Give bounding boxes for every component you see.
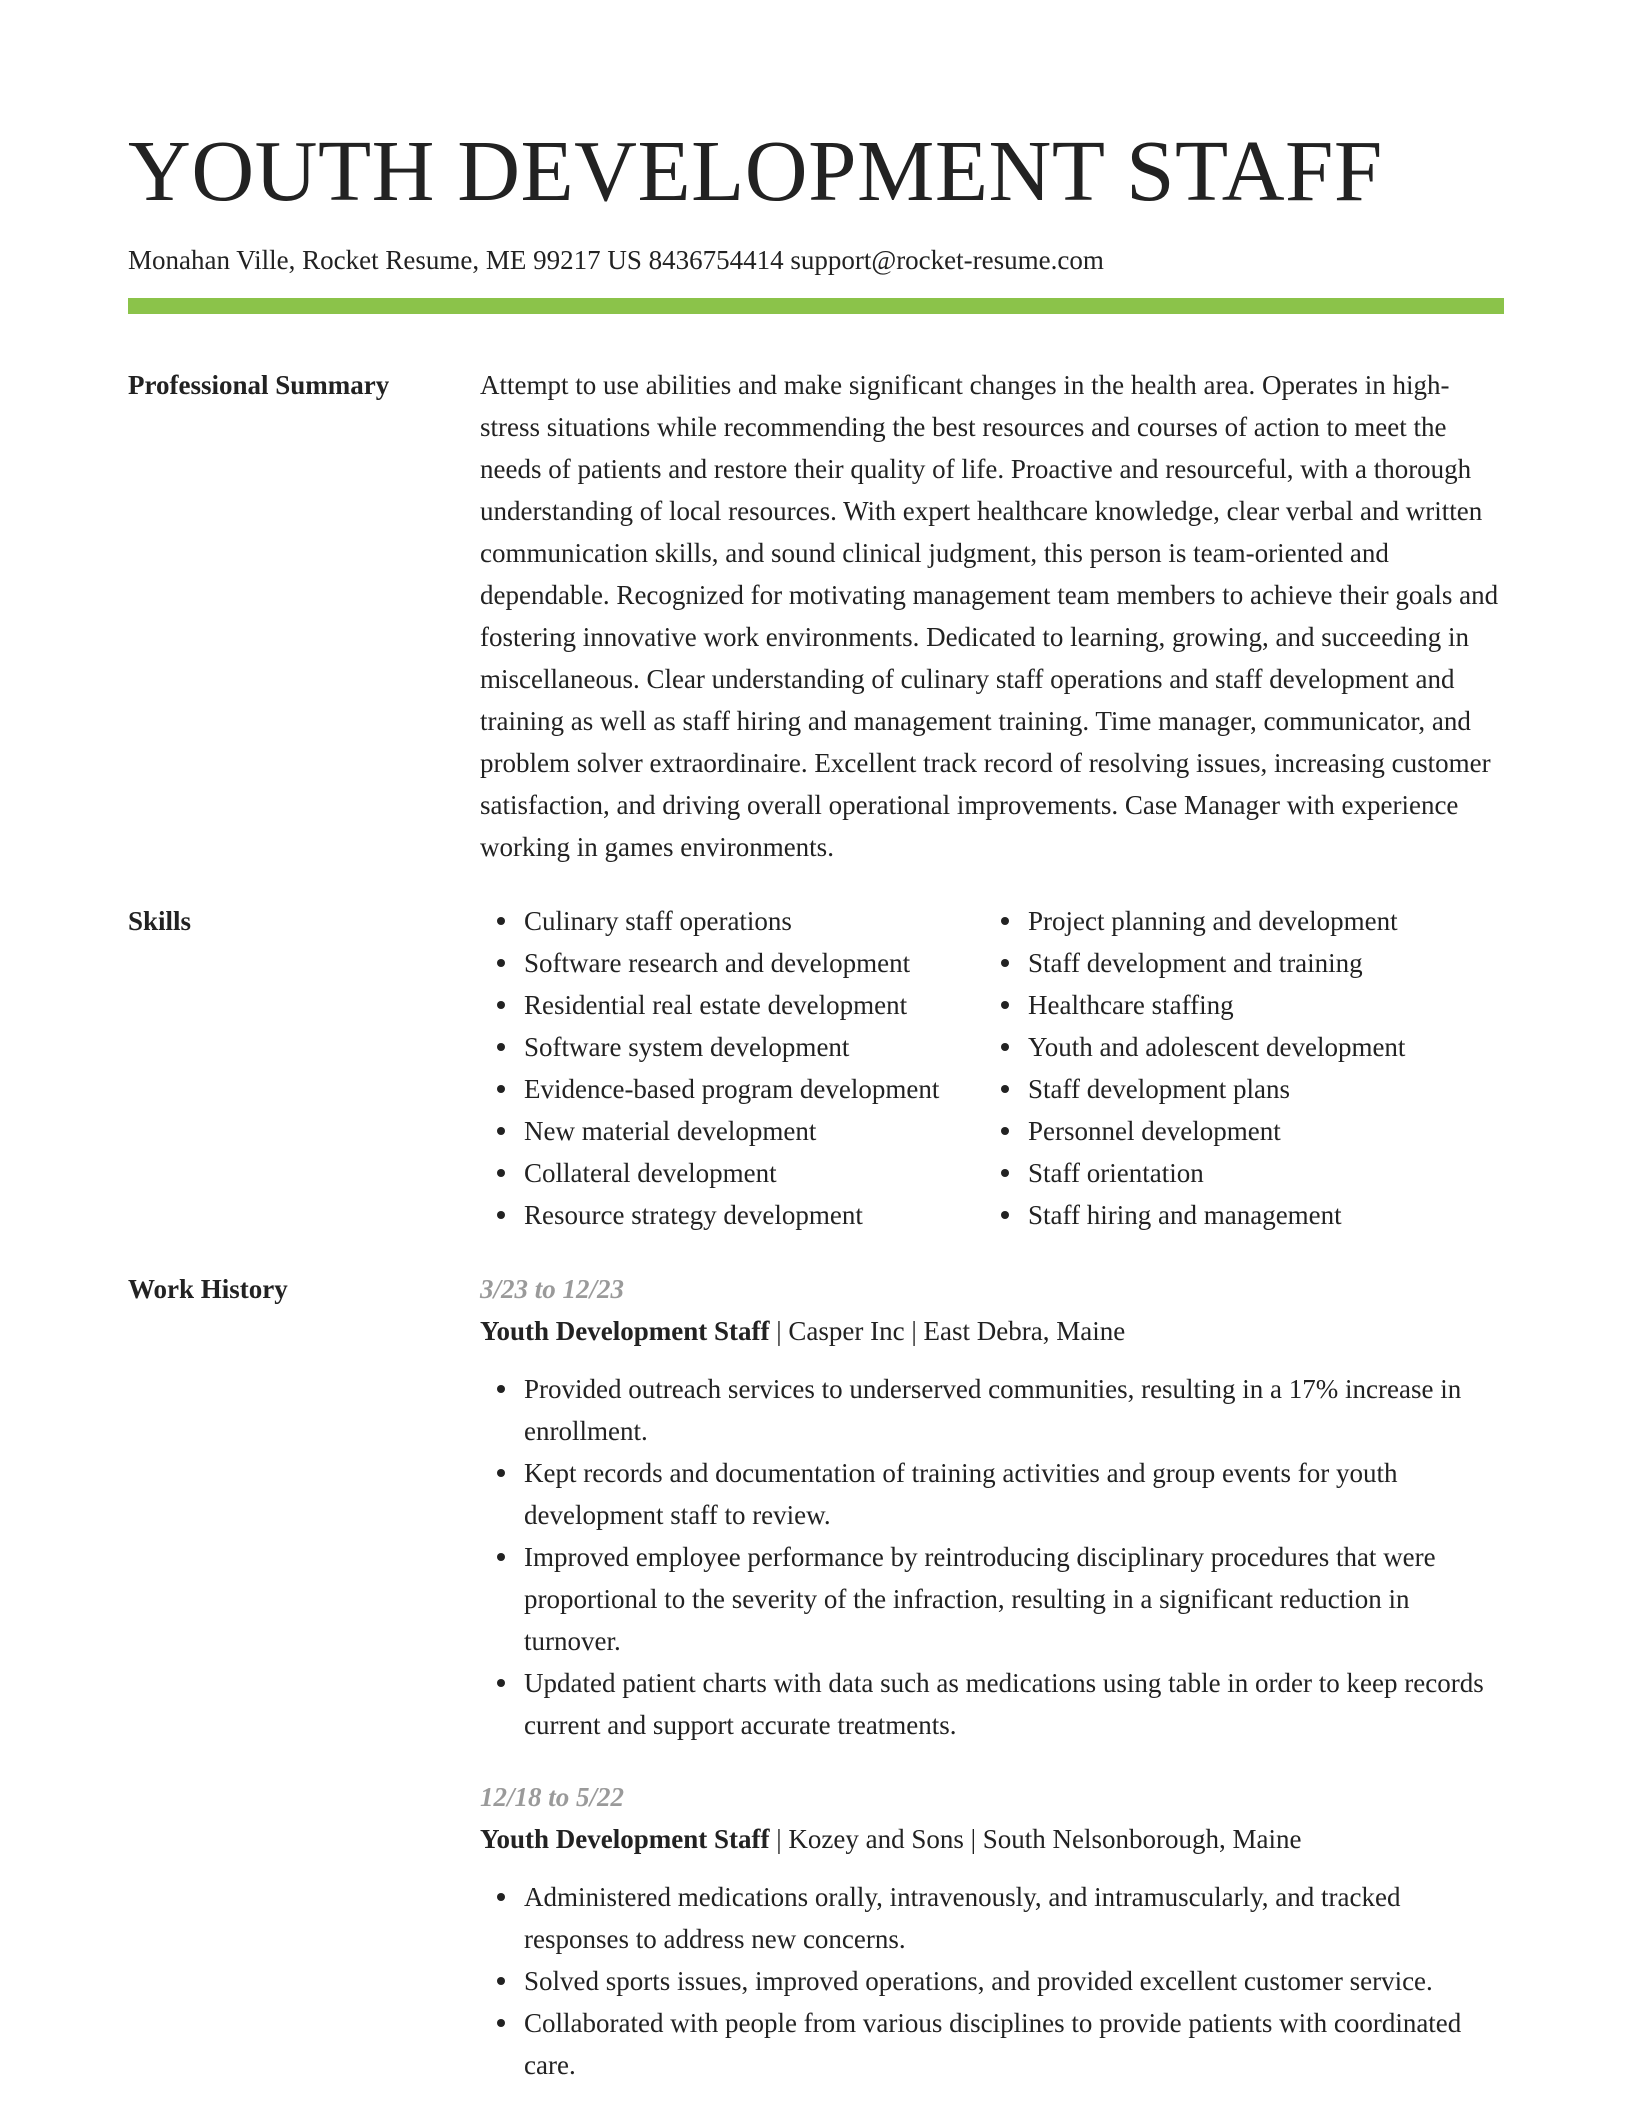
- job-duty: Updated patient charts with data such as medications using table in order to keep records current and support accurate treatments.: [524, 1662, 1504, 1746]
- job-duty: Solved sports issues, improved operations, and provided excellent customer service.: [524, 1960, 1504, 2002]
- skill-item: Collateral development: [524, 1152, 984, 1194]
- job-duty: Kept records and documentation of training activities and group events for youth development staff to review.: [524, 1452, 1504, 1536]
- job-title: Youth Development Staff: [480, 1824, 770, 1854]
- job-entry: [480, 1776, 1504, 2086]
- professional-summary-section: [128, 364, 1504, 868]
- job-employer-location: | Casper Inc | East Debra, Maine: [769, 1316, 1126, 1346]
- header-divider: [128, 298, 1504, 314]
- skill-item: Software research and development: [524, 942, 984, 984]
- job-duty: Provided outreach services to underserved communities, resulting in a 17% increase in enrollment.: [524, 1368, 1504, 1452]
- job-dates: 3/23 to 12/23: [480, 1274, 625, 1304]
- skill-item: Staff hiring and management: [1028, 1194, 1504, 1236]
- section-heading-skills: Skills: [128, 906, 192, 936]
- skills-list-left: [480, 900, 984, 1236]
- contact-info: Monahan Ville, Rocket Resume, ME 99217 US 8436754414 support@rocket-resume.com: [128, 245, 1104, 275]
- skill-item: Staff development and training: [1028, 942, 1504, 984]
- skill-item: New material development: [524, 1110, 984, 1152]
- skill-item: Healthcare staffing: [1028, 984, 1504, 1026]
- job-duty: Administered medications orally, intravenously, and intramuscularly, and tracked responses to address new concerns.: [524, 1876, 1504, 1960]
- skill-item: Youth and adolescent development: [1028, 1026, 1504, 1068]
- resume-page: [128, 0, 1504, 2116]
- skills-section: [128, 900, 1504, 1236]
- job-dates: 12/18 to 5/22: [480, 1782, 625, 1812]
- section-heading-summary: Professional Summary: [128, 370, 390, 400]
- skill-item: Resource strategy development: [524, 1194, 984, 1236]
- job-duties-list: [480, 1368, 1504, 1746]
- job-duty: Collaborated with people from various disciplines to provide patients with coordinated care.: [524, 2002, 1504, 2086]
- skills-columns: [480, 900, 1504, 1236]
- job-title: Youth Development Staff: [480, 1316, 770, 1346]
- skill-item: Evidence-based program development: [524, 1068, 984, 1110]
- skill-item: Staff orientation: [1028, 1152, 1504, 1194]
- skills-list-right: [984, 900, 1504, 1236]
- skill-item: Personnel development: [1028, 1110, 1504, 1152]
- job-employer-location: | Kozey and Sons | South Nelsonborough, Maine: [769, 1824, 1302, 1854]
- job-heading: [480, 1818, 1504, 1860]
- skill-item: Culinary staff operations: [524, 900, 984, 942]
- skill-item: Project planning and development: [1028, 900, 1504, 942]
- work-history-section: [128, 1268, 1504, 2116]
- skill-item: Software system development: [524, 1026, 984, 1068]
- job-heading: [480, 1310, 1504, 1352]
- section-heading-work-history: Work History: [128, 1274, 288, 1304]
- summary-text: Attempt to use abilities and make significant changes in the health area. Operates in high-stress situations while recommending the best resources and courses of action to meet the needs of patients and restore their quality of life. Proactive and resourceful, with a thorough understanding of local resources. With expert healthcare knowledge, clear verbal and written communication skills, and sound clinical judgment, this person is team-oriented and dependable. Recognized for motivating management team members to achieve their goals and fostering innovative work environments. Dedicated to learning, growing, and succeeding in miscellaneous. Clear understanding of culinary staff operations and staff development and training as well as staff hiring and management training. Time manager, communicator, and problem solver extraordinaire. Excellent track record of resolving issues, increasing customer satisfaction, and driving overall operational improvements. Case Manager with experience working in games environments.: [480, 370, 1499, 862]
- candidate-name: YOUTH DEVELOPMENT STAFF: [128, 122, 1383, 219]
- skill-item: Residential real estate development: [524, 984, 984, 1026]
- skill-item: Staff development plans: [1028, 1068, 1504, 1110]
- job-entry: [480, 1268, 1504, 1746]
- job-duties-list: [480, 1876, 1504, 2086]
- job-duty: Improved employee performance by reintroducing disciplinary procedures that were proportional to the severity of the infraction, resulting in a significant reduction in turnover.: [524, 1536, 1504, 1662]
